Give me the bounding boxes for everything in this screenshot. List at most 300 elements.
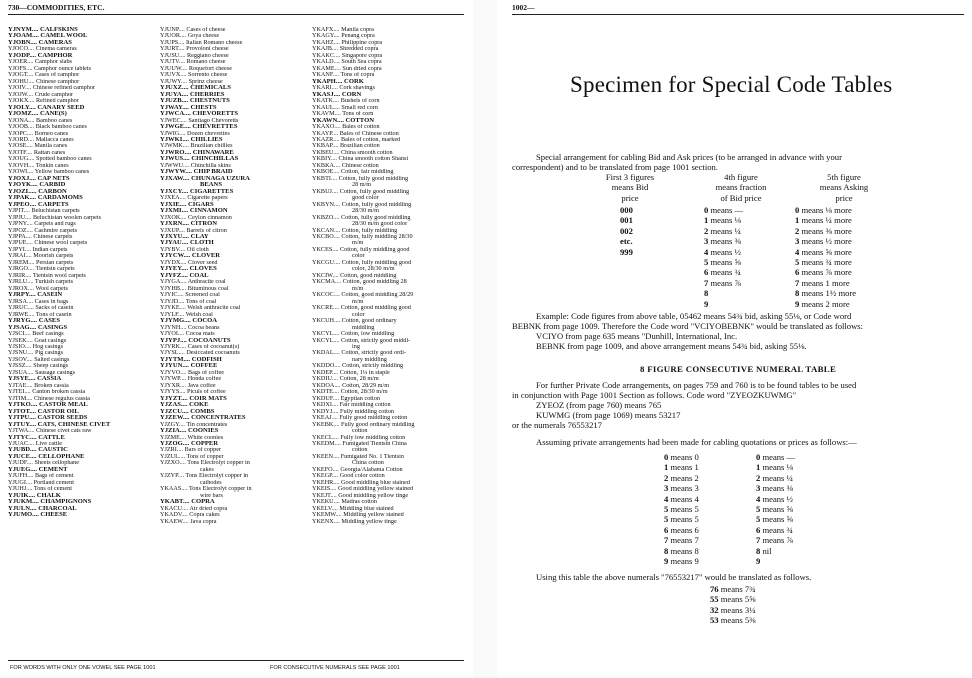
footer-note-vowel: FOR WORDS WITH ONLY ONE VOWEL SEE PAGE 1001 <box>10 665 156 671</box>
numeral-row <box>664 514 699 524</box>
commodity-label: CHINCHILLAS <box>189 156 239 163</box>
asking-row-figure: 1 <box>795 215 800 226</box>
fraction-row-figure: 2 <box>704 225 709 236</box>
commodity-label: Sacks of casein <box>33 305 74 312</box>
numeral-row <box>664 483 699 493</box>
code-word: YJRWE.... <box>8 311 35 318</box>
code-word: YJZRI.... <box>160 447 184 454</box>
fraction-row <box>704 267 743 277</box>
commodity-label: Cotton, 1¼ in staple <box>338 369 390 376</box>
commodity-label: Middling blue stained <box>337 505 394 512</box>
commodity-label: COAL <box>187 272 209 279</box>
commodity-label: Middling yellow tinge <box>339 518 397 525</box>
code-word: YKAGY.... <box>312 33 340 40</box>
asking-header-line: price <box>835 192 853 203</box>
code-word: YJYAU.... <box>160 240 189 247</box>
code-word: YJTIM.... <box>8 395 33 402</box>
code-word: YJOXJ.... <box>8 175 36 182</box>
fraction-row-meaning: means ⅞ <box>708 277 741 288</box>
asking-row-meaning: means ½ more <box>799 236 852 247</box>
commodity-label: Salted casings <box>32 356 70 363</box>
commodity-label: COTTON <box>343 117 374 124</box>
code-word: YJUMO.... <box>8 512 39 519</box>
commodity-label: CHARCOAL <box>36 505 77 512</box>
code-word: YJWUS.... <box>160 156 190 163</box>
numeral-fraction-row-figure: 0 <box>756 452 761 462</box>
code-word: YKAME.... <box>312 65 341 72</box>
fraction-row-meaning: means ¾ <box>708 267 741 278</box>
code-word: YKCES.... <box>312 246 339 253</box>
code-word: YKCAN.... <box>312 227 341 234</box>
commodity-label: Anthracite coal <box>186 279 226 286</box>
commodity-label: Chinchilla skins <box>189 162 231 169</box>
code-word: YJUOR.... <box>160 33 187 40</box>
code-word: YKEJT.... <box>312 492 337 499</box>
translation-row-figure: 76 <box>710 584 719 594</box>
numeral-fraction-row <box>756 483 795 493</box>
commodity-label: Small red corn <box>339 104 378 111</box>
asking-row-figure: 6 <box>795 267 800 278</box>
code-word: YJOHU.... <box>8 78 35 85</box>
commodity-label: 28/30 m/m <box>352 208 379 215</box>
numeral-row-meaning: means 7 <box>668 535 699 546</box>
code-word: YKABT.... <box>160 499 190 506</box>
numeral-fraction-row <box>756 514 795 524</box>
code-word: YJSNU.... <box>8 350 34 357</box>
code-word: YKBTI.... <box>312 175 338 182</box>
commodity-label: Middling yellow stained <box>341 512 404 519</box>
commodity-label: CASES <box>37 318 60 325</box>
commodity-label: Welsh anthracite coal <box>185 305 241 312</box>
code-word: YKAVM.... <box>312 111 341 118</box>
numeral-fraction-row-meaning: means ½ <box>760 493 793 504</box>
code-word: YKACU.... <box>160 505 189 512</box>
numeral-fraction-row-figure: 2 <box>756 472 761 483</box>
code-word: YJRSA.... <box>8 298 34 305</box>
code-word: YKDUF.... <box>312 395 340 402</box>
commodity-label: Bales of cotton <box>340 124 380 131</box>
commodity-label: Tientsin wool carpets <box>31 272 86 279</box>
code-word: YJYDX.... <box>160 259 187 266</box>
code-word: YKASJ.... <box>312 91 341 98</box>
commodity-label: Honda coffee <box>186 376 222 383</box>
code-word: YKEMW.... <box>312 512 342 519</box>
bid-header-line: price <box>621 192 639 203</box>
code-word: YJUEG.... <box>8 466 37 473</box>
footer-note-numerals: FOR CONSECUTIVE NUMERALS SEE PAGE 1001 <box>270 665 400 671</box>
commodity-label: Singapore copra <box>340 52 383 59</box>
fraction-row-figure: 5 <box>704 256 709 267</box>
commodity-label: BEANS <box>200 182 222 189</box>
code-word: YJXRN.... <box>160 221 189 228</box>
commodity-label: cotton <box>352 428 368 435</box>
code-word: YJOSE.... <box>8 143 33 150</box>
section-heading: 8 FIGURE CONSECUTIVE NUMERAL TABLE <box>640 364 837 374</box>
commodity-label: m/m <box>352 285 364 292</box>
numeral-fraction-row-meaning: means — <box>760 452 796 462</box>
code-word: YJWWU.... <box>160 162 190 169</box>
asking-row <box>795 236 856 246</box>
commodity-label: Chinese civet cats raw <box>34 428 92 435</box>
commodity-label: nary middling <box>352 356 387 363</box>
commodity-label: Cotton, fully middling <box>340 227 398 234</box>
fraction-row-meaning: means ⅝ <box>708 256 741 267</box>
numeral-row-meaning: means 8 <box>668 545 699 556</box>
commodity-label: CASSIA <box>35 376 62 383</box>
code-word: YJXOK.... <box>160 214 187 221</box>
commodity-label: Cinema cameras <box>34 46 77 53</box>
code-word: YJYTM.... <box>160 356 191 363</box>
code-word: YJWYW.... <box>160 169 192 176</box>
numeral-row <box>664 452 699 462</box>
numeral-row <box>664 473 699 483</box>
commodity-label: Manila copra <box>339 27 374 33</box>
code-word: YJZOG.... <box>160 441 190 447</box>
commodity-label: CASTOR MEAL <box>37 402 88 409</box>
code-word: YJPJU.... <box>8 214 32 221</box>
commodity-label: Chinese camphor <box>34 78 80 85</box>
code-word: YJZAS.... <box>160 402 188 409</box>
code-word: YKDIU.... <box>312 376 339 383</box>
commodity-label: Cocoa beans <box>186 324 220 331</box>
code-word: YJSOV.... <box>8 356 33 363</box>
commodity-label: Cotton, fair middling <box>339 169 394 176</box>
commodity-label: Shredded copra <box>338 46 379 53</box>
commodity-label: Beef casings <box>30 331 64 338</box>
commodity-label: China smooth cotton Shansi <box>336 156 409 163</box>
commodity-label: CHESTNUTS <box>188 98 230 105</box>
commodity-label: Tons of copra <box>339 72 375 79</box>
commodity-label: Tons Electrolyt copper in <box>185 460 250 467</box>
commodity-label: Sprinz cheese <box>187 78 223 85</box>
numeral-fraction-row-meaning: means ⅛ <box>760 462 793 473</box>
commodity-label: Chinese cotton <box>340 162 379 169</box>
code-word: YJRLU.... <box>8 279 34 286</box>
code-word: YJXMI.... <box>160 208 189 215</box>
commodity-label: Cotton, strictly good middl- <box>339 337 411 344</box>
commodity-label: CHALK <box>35 492 61 499</box>
code-word: YJWCA.... <box>160 111 191 118</box>
code-word: YJUNP.... <box>160 27 185 33</box>
commodity-label: Cocoa mats <box>184 331 215 338</box>
commodity-label: Chinese carpets <box>31 234 73 240</box>
commodity-label: Portland cement <box>32 479 74 486</box>
numeral-fraction-row-figure: 4 <box>756 493 761 504</box>
translation-row-meaning: means 5⅝ <box>718 594 756 605</box>
code-word: YJZCU.... <box>160 408 189 415</box>
code-word: YKEIS.... <box>312 486 337 493</box>
commodity-label: Georgia/Alabama Cotton <box>338 466 403 473</box>
code-word: YJRPY.... <box>8 292 36 299</box>
intro-line-1: Special arrangement for cabling Bid and Ask prices (to be arranged in advance with your <box>536 152 842 162</box>
numeral-row-figure: 8 <box>664 545 669 556</box>
commodity-label: Beluchistan carpets <box>29 208 80 215</box>
fraction-header-line: means fraction <box>715 182 767 193</box>
code-entry <box>8 512 158 518</box>
commodity-label: Carpets and rugs <box>32 221 76 228</box>
commodity-label: 28/30 m/m good color <box>352 221 408 228</box>
asking-row-meaning: means ⅝ more <box>799 246 852 257</box>
commodity-label: Fumigated Tientsin China <box>340 441 407 447</box>
commodity-label: Cotton, good ordinary <box>340 318 397 325</box>
footer-rule <box>8 660 464 661</box>
commodity-label: Java coffee <box>186 382 216 389</box>
code-word: YJTKO.... <box>8 402 38 409</box>
commodity-label: Bags of cement <box>33 473 74 480</box>
code-word: YJUKM.... <box>8 499 39 506</box>
commodity-label: CHUNAGA UZURA <box>189 175 250 182</box>
asking-header-line: 5th figure <box>827 172 861 182</box>
code-word: YJOAM.... <box>8 33 39 40</box>
commodity-label: Rattan canes <box>32 149 66 156</box>
translation-row <box>710 605 756 615</box>
commodity-label: Clover seed <box>186 259 218 266</box>
fraction-header-line: 4th figure <box>724 172 758 182</box>
code-word: YKDOA.... <box>312 382 341 389</box>
asking-row <box>795 267 856 277</box>
commodity-label: CAUSTIC <box>36 447 68 454</box>
numeral-row <box>664 525 699 535</box>
numeral-row <box>664 462 699 472</box>
code-word: YJYXR.... <box>160 382 187 389</box>
commodity-label: Turkish carpets <box>33 279 73 286</box>
code-word: YKBOE.... <box>312 169 340 176</box>
commodity-label: Good middling yellow tinge <box>336 492 409 499</box>
code-word: YKCUH.... <box>312 318 341 325</box>
further-line-5: or the numerals 76553217 <box>512 420 602 430</box>
commodity-label: Good middling yellow stained <box>336 486 414 493</box>
code-word: YKAPH.... <box>312 78 343 85</box>
code-word: YJTUY.... <box>8 421 36 428</box>
commodity-label: ing <box>352 343 360 350</box>
code-word: YJOPC.... <box>8 130 34 137</box>
commodity-label: Barrels of citron <box>184 227 227 234</box>
code-word: YJXUP.... <box>160 227 185 234</box>
code-word: YJOVH.... <box>8 162 35 169</box>
code-word: YJWGE.... <box>160 124 191 131</box>
commodity-label: Italian Romano cheese <box>184 39 243 46</box>
commodity-label: CASEIN <box>35 292 63 299</box>
commodity-label: Tons of copper <box>185 453 224 460</box>
commodity-label: CALFSKINS <box>38 27 78 33</box>
code-word: YJOCO.... <box>8 46 35 53</box>
code-word: YJOMZ.... <box>8 111 39 118</box>
code-word: YJUGI.... <box>8 479 33 486</box>
asking-row-figure: 3 <box>795 236 800 247</box>
code-word: YKBEU.... <box>312 149 340 156</box>
numeral-fraction-row <box>756 556 795 566</box>
commodity-label: Fair middling cotton <box>338 402 391 409</box>
numeral-fraction-row <box>756 473 795 483</box>
commodity-label: China smooth cotton <box>339 149 393 156</box>
commodity-label: White coonies <box>186 434 224 441</box>
code-word: YJYRK.... <box>160 343 187 350</box>
code-word: YJYHB.... <box>160 285 187 292</box>
commodity-label: Goat casings <box>32 337 67 344</box>
commodity-label: Fully good middling cotton <box>337 415 408 422</box>
commodity-label: Cotton, good middling 28 <box>341 279 407 286</box>
fraction-row-figure: 8 <box>704 288 709 299</box>
code-word: YJXEA.... <box>160 195 186 202</box>
numeral-fraction-row-meaning: means ¼ <box>760 472 793 483</box>
code-word: YKCOC.... <box>312 292 340 299</box>
bid-price-value: etc. <box>620 236 633 247</box>
numeral-fraction-row-figure: 5 <box>756 503 761 514</box>
code-word: YKBYN.... <box>312 201 341 208</box>
commodity-label: Cashmire carpets <box>32 227 78 234</box>
asking-row-figure: 7 <box>795 277 800 288</box>
commodity-label: China cotton <box>352 460 384 467</box>
commodity-label: Cigarette papers <box>185 195 228 202</box>
commodity-label: Manila canes <box>32 143 68 150</box>
code-word: YJYMG.... <box>160 318 191 325</box>
asking-row-figure: 2 <box>795 225 800 236</box>
commodity-label: CLAY <box>188 234 209 240</box>
fraction-row-figure: 4 <box>704 246 709 257</box>
commodity-label: Good middling blue stained <box>339 479 410 486</box>
translation-table <box>710 584 756 626</box>
commodity-label: Tin concentrates <box>184 421 228 428</box>
code-word: YKAJB.... <box>312 46 339 53</box>
numeral-fraction-row-figure: 1 <box>756 462 761 473</box>
commodity-label: Cotton, fully good middling <box>339 214 411 221</box>
code-word: YJPUE.... <box>8 240 33 247</box>
commodity-label: COKE <box>187 402 209 409</box>
commodity-label: Camphor slabs <box>33 59 72 66</box>
code-word: YJUFH.... <box>8 473 34 480</box>
code-word: YKAYP.... <box>312 130 339 137</box>
commodity-label: Piculs of coffee <box>185 389 226 396</box>
numeral-row-figure: 2 <box>664 472 669 483</box>
commodity-label: COPRA <box>189 499 215 506</box>
code-word: YJWEC.... <box>160 117 187 124</box>
fraction-row <box>704 299 743 309</box>
code-word: YKBZO.... <box>312 214 340 221</box>
code-word: YJSIO.... <box>8 343 32 350</box>
code-word: YJXAW.... <box>160 175 190 182</box>
asking-row-meaning: means 1½ more <box>799 288 857 299</box>
fraction-column <box>704 205 743 309</box>
code-word: YJZIA.... <box>160 428 187 435</box>
code-column-2 <box>160 27 310 525</box>
code-word: YKANF.... <box>312 72 340 79</box>
code-word: YJOIV.... <box>8 85 32 92</box>
asking-row-meaning: means ¼ more <box>799 215 852 226</box>
commodity-label: CATS, CHINESE CIVET <box>35 421 111 428</box>
commodity-label: CAMEL WOOL <box>38 33 88 40</box>
commodity-label: CIGARS <box>186 201 214 208</box>
asking-row <box>795 226 856 236</box>
code-word: YKEGP.... <box>312 473 339 480</box>
code-word: YJXCY.... <box>160 188 189 195</box>
commodity-label: Fumigated No. 1 Tientsin <box>339 453 404 460</box>
commodity-label: CANE(S) <box>38 111 67 118</box>
page-gutter <box>473 0 497 678</box>
code-word: YJUIK.... <box>8 492 36 499</box>
code-word: YJUHJ.... <box>8 486 33 493</box>
numeral-row-figure: 1 <box>664 462 669 473</box>
commodity-label: Madras cotton <box>339 499 377 506</box>
commodity-label: Philippine copra <box>339 39 383 46</box>
commodity-label: m/m <box>352 298 364 305</box>
code-word: YJULN.... <box>8 505 37 512</box>
code-word: YJOJW.... <box>8 91 34 98</box>
code-word: YKBUJ.... <box>312 188 339 195</box>
code-word: YJZYP.... <box>160 473 185 480</box>
bid-header-line: First 3 figures <box>605 172 655 182</box>
using-line: Using this table the above numerals "76553217" would be translated as follows. <box>536 572 812 582</box>
fraction-row-figure: 1 <box>704 215 709 226</box>
commodity-label: Live cattle <box>34 441 62 447</box>
commodity-label: Cases of cheese <box>184 27 226 33</box>
code-word: YJOWI.... <box>8 169 34 176</box>
further-line-4: KUWMG (from page 1069) means 53217 <box>536 410 681 420</box>
commodity-label: CHEESE <box>38 512 68 519</box>
code-word: YKAHZ.... <box>312 39 340 46</box>
fraction-row-meaning: means ⅜ <box>708 236 741 247</box>
code-word: YKEHR.... <box>312 479 340 486</box>
numeral-row-meaning: means 5 <box>668 514 699 525</box>
commodity-label: Cotton, fully good middling <box>340 201 412 208</box>
asking-row-meaning: means ¾ more <box>799 256 852 267</box>
commodity-label: CANARY SEED <box>35 104 85 111</box>
commodity-label: color, 28/30 m/m <box>352 266 395 273</box>
code-word: YKBIY.... <box>312 156 337 163</box>
fraction-row-figure: 7 <box>704 277 709 288</box>
numeral-row-figure: 0 <box>664 452 669 462</box>
commodity-label: Cotton, good middling <box>338 272 397 279</box>
code-word: YJNYM.... <box>8 27 39 33</box>
code-word: YKAZR.... <box>312 136 340 143</box>
commodity-label: Welsh coal <box>184 311 213 318</box>
code-word: YJUYA.... <box>160 91 189 98</box>
code-word: YJTEI.... <box>8 389 31 396</box>
numeral-fraction-row-meaning: means ¾ <box>760 524 793 535</box>
commodity-label: middling <box>352 324 375 331</box>
code-word: YKCIW.... <box>312 272 339 279</box>
commodity-label: Cases of cocoanut(s) <box>186 343 240 350</box>
code-word: YJOFS.... <box>8 65 33 72</box>
code-word: YJOGT.... <box>8 72 34 79</box>
code-entry <box>312 519 468 525</box>
code-word: YJYCW.... <box>160 253 191 260</box>
commodity-label: Tons of cement <box>32 486 72 493</box>
commodity-label: Bags of coffee <box>186 369 224 376</box>
code-word: YKDYJ.... <box>312 408 339 415</box>
bid-header-line: means Bid <box>611 182 649 193</box>
right-page-header: 1002— <box>512 3 535 12</box>
code-word: YJWAY.... <box>160 104 189 111</box>
numeral-fraction-row-meaning: means ⅝ <box>760 503 793 514</box>
code-word: YJWIG.... <box>160 130 186 137</box>
numeral-fraction-row <box>756 462 795 472</box>
code-word: YKCBO.... <box>312 234 340 240</box>
numeral-fraction-row <box>756 525 795 535</box>
asking-row-figure: 9 <box>795 298 800 309</box>
commodity-label: Cotton, low middling <box>339 331 395 338</box>
asking-row-figure: 0 <box>795 205 800 215</box>
code-word: YKECL.... <box>312 434 339 441</box>
code-word: YKAKC.... <box>312 52 341 59</box>
commodity-label: Provoloni cheese <box>184 46 229 53</box>
further-line-3: ZYEOZ (from page 760) means 765 <box>536 400 662 410</box>
commodity-label: CASINGS <box>36 324 68 331</box>
translation-row-figure: 55 <box>710 594 719 605</box>
commodity-label: Chinese regulus cassia <box>32 395 90 402</box>
example-line-1: Example: Code figures from above table, 05462 means 54¾ bid, asking 55⅛, or Code word <box>536 311 852 321</box>
code-column-3 <box>312 27 468 525</box>
code-word: YJZME.... <box>160 434 187 441</box>
